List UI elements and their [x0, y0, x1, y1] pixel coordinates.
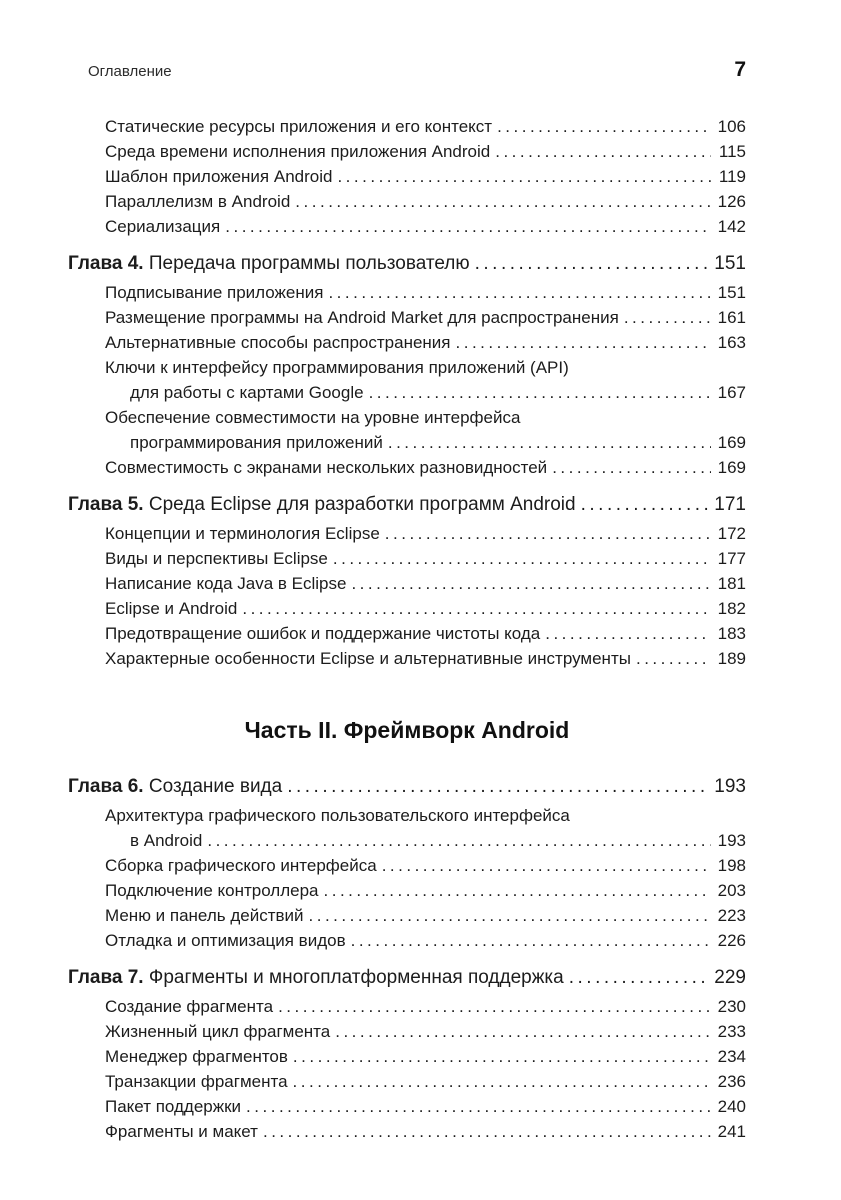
toc-page-number: 142	[717, 217, 746, 236]
toc-page-number: 223	[717, 906, 746, 925]
toc-entry-title	[68, 965, 564, 991]
toc-page-number: 169	[717, 458, 746, 477]
toc-page-number: 161	[717, 308, 746, 327]
dot-leader	[293, 1044, 711, 1069]
toc-chapter-entry	[68, 492, 746, 518]
toc-entry-continuation	[105, 380, 746, 405]
toc-entry-title: Среда времени исполнения приложения Android	[105, 142, 491, 161]
dot-leader	[324, 878, 711, 903]
toc-entry	[105, 646, 746, 671]
dot-leader	[333, 546, 711, 571]
dot-leader	[207, 828, 711, 853]
toc-page-number: 115	[718, 142, 746, 161]
dot-leader	[287, 774, 709, 800]
dot-leader	[497, 114, 711, 139]
toc-entry	[105, 1119, 746, 1144]
table-of-contents	[68, 114, 746, 1144]
dot-leader	[552, 455, 711, 480]
toc-entry	[105, 330, 746, 355]
toc-page-number: 181	[717, 574, 746, 593]
toc-entry	[105, 1094, 746, 1119]
toc-entry-title: Характерные особенности Eclipse и альтернативные инструменты	[105, 649, 631, 668]
dot-leader	[309, 903, 711, 928]
toc-entry	[105, 189, 746, 214]
chapter-title: Фрагменты и многоплатформенная поддержка	[148, 967, 564, 988]
toc-entry-title: Подключение контроллера	[105, 881, 319, 900]
toc-entry-title: Отладка и оптимизация видов	[105, 931, 346, 950]
chapter-prefix: Глава 5.	[68, 494, 144, 515]
toc-page-number: 193	[714, 776, 746, 797]
toc-entry-title: Архитектура графического пользовательского интерфейса	[105, 806, 570, 825]
toc-entry-title: Написание кода Java в Eclipse	[105, 574, 347, 593]
dot-leader	[569, 965, 710, 991]
toc-entry	[105, 355, 746, 405]
dot-leader	[545, 621, 711, 646]
toc-entry-title: Обеспечение совместимости на уровне интерфейса	[105, 408, 521, 427]
toc-page-number: 234	[717, 1047, 746, 1066]
toc-entry	[105, 164, 746, 189]
page-header	[68, 58, 746, 82]
toc-entry-continuation	[105, 430, 746, 455]
toc-page-number: 151	[717, 283, 746, 302]
toc-chapter-entry	[68, 774, 746, 800]
dot-leader	[225, 214, 711, 239]
toc-entry-title-continued: программирования приложений	[130, 433, 383, 452]
toc-entry-title: Статические ресурсы приложения и его контекст	[105, 117, 493, 136]
dot-leader	[278, 994, 711, 1019]
toc-entry	[105, 596, 746, 621]
toc-entry-title: Подписывание приложения	[105, 283, 324, 302]
toc-entry	[105, 280, 746, 305]
dot-leader	[475, 251, 710, 277]
toc-entry-title: Шаблон приложения Android	[105, 167, 333, 186]
toc-entry-title: Совместимость с экранами нескольких разновидностей	[105, 458, 548, 477]
toc-entry-continuation	[105, 828, 746, 853]
toc-entry-title: Пакет поддержки	[105, 1097, 242, 1116]
dot-leader	[495, 139, 711, 164]
toc-entry	[105, 571, 746, 596]
chapter-title: Создание вида	[148, 776, 283, 797]
toc-entry-title: Сборка графического интерфейса	[105, 856, 377, 875]
chapter-prefix: Глава 6.	[68, 776, 144, 797]
toc-entry	[105, 1044, 746, 1069]
toc-chapter-entry	[68, 251, 746, 277]
toc-entry	[105, 803, 746, 853]
toc-entry-title: Сериализация	[105, 217, 221, 236]
dot-leader	[369, 380, 711, 405]
dot-leader	[624, 305, 711, 330]
toc-page-number: 198	[717, 856, 746, 875]
toc-page-number: 189	[717, 649, 746, 668]
toc-entry-title: Параллелизм в Android	[105, 192, 291, 211]
toc-entry	[105, 405, 746, 455]
toc-entry-title: Транзакции фрагмента	[105, 1072, 288, 1091]
dot-leader	[388, 430, 711, 455]
dot-leader	[456, 330, 712, 355]
toc-entry-title: Жизненный цикл фрагмента	[105, 1022, 331, 1041]
toc-entry	[105, 214, 746, 239]
toc-chapter-entry	[68, 965, 746, 991]
toc-entry-title	[68, 774, 282, 800]
toc-entry-title: Альтернативные способы распространения	[105, 333, 451, 352]
toc-entry	[105, 139, 746, 164]
toc-entry	[105, 114, 746, 139]
toc-page-number: 163	[717, 333, 746, 352]
toc-page-number: 226	[717, 931, 746, 950]
dot-leader	[335, 1019, 711, 1044]
chapter-prefix: Глава 4.	[68, 253, 144, 274]
toc-entry-title: Ключи к интерфейсу программирования приложений (API)	[105, 358, 569, 377]
dot-leader	[337, 164, 711, 189]
toc-entry	[105, 1019, 746, 1044]
toc-entry-title: Виды и перспективы Eclipse	[105, 549, 328, 568]
toc-page-number: 236	[717, 1072, 746, 1091]
dot-leader	[242, 596, 711, 621]
toc-page-number: 169	[717, 433, 746, 452]
dot-leader	[581, 492, 710, 518]
toc-entry	[105, 305, 746, 330]
toc-entry-title: Менеджер фрагментов	[105, 1047, 288, 1066]
toc-entry-title: Создание фрагмента	[105, 997, 274, 1016]
toc-entry-title-continued: в Android	[130, 831, 203, 850]
toc-page-number: 151	[714, 253, 746, 274]
toc-page-number: 203	[717, 881, 746, 900]
toc-entry	[105, 1069, 746, 1094]
toc-page-number: 119	[718, 167, 746, 186]
toc-page-number: 241	[717, 1122, 746, 1141]
running-title: Оглавление	[88, 63, 172, 80]
page-number: 7	[734, 58, 746, 81]
dot-leader	[328, 280, 711, 305]
toc-entry	[105, 903, 746, 928]
toc-entry	[105, 455, 746, 480]
toc-entry	[105, 621, 746, 646]
toc-entry	[105, 853, 746, 878]
toc-entry-title	[68, 492, 576, 518]
toc-entry	[105, 546, 746, 571]
toc-entry	[105, 878, 746, 903]
dot-leader	[293, 1069, 711, 1094]
toc-page-number: 182	[717, 599, 746, 618]
dot-leader	[351, 928, 711, 953]
toc-entry-title: Меню и панель действий	[105, 906, 304, 925]
toc-entry	[105, 521, 746, 546]
toc-entry-title: Концепции и терминология Eclipse	[105, 524, 380, 543]
dot-leader	[295, 189, 711, 214]
dot-leader	[351, 571, 711, 596]
dot-leader	[385, 521, 711, 546]
toc-entry-title-continued: для работы с картами Google	[130, 383, 364, 402]
toc-page-number: 106	[717, 117, 746, 136]
toc-page-number: 167	[717, 383, 746, 402]
dot-leader	[636, 646, 711, 671]
toc-page-number: 193	[717, 831, 746, 850]
toc-entry-title: Размещение программы на Android Market для распространения	[105, 308, 619, 327]
toc-entry	[105, 928, 746, 953]
dot-leader	[246, 1094, 711, 1119]
toc-page-number: 233	[717, 1022, 746, 1041]
chapter-prefix: Глава 7.	[68, 967, 144, 988]
toc-page-number: 126	[717, 192, 746, 211]
toc-page-number: 172	[717, 524, 746, 543]
toc-page-number: 240	[717, 1097, 746, 1116]
toc-page-number: 230	[717, 997, 746, 1016]
toc-page-number: 229	[714, 967, 746, 988]
toc-entry-title	[68, 251, 470, 277]
chapter-title: Передача программы пользователю	[148, 253, 470, 274]
part-heading: Часть II. Фреймворк Android	[244, 717, 570, 743]
toc-entry-title: Eclipse и Android	[105, 599, 238, 618]
toc-entry	[105, 994, 746, 1019]
toc-page-number: 183	[717, 624, 746, 643]
chapter-title: Среда Eclipse для разработки программ Android	[148, 494, 576, 515]
dot-leader	[263, 1119, 711, 1144]
toc-page-number: 171	[714, 494, 746, 515]
toc-entry-title: Фрагменты и макет	[105, 1122, 258, 1141]
dot-leader	[382, 853, 711, 878]
toc-entry-title: Предотвращение ошибок и поддержание чистоты кода	[105, 624, 541, 643]
toc-page-number: 177	[717, 549, 746, 568]
